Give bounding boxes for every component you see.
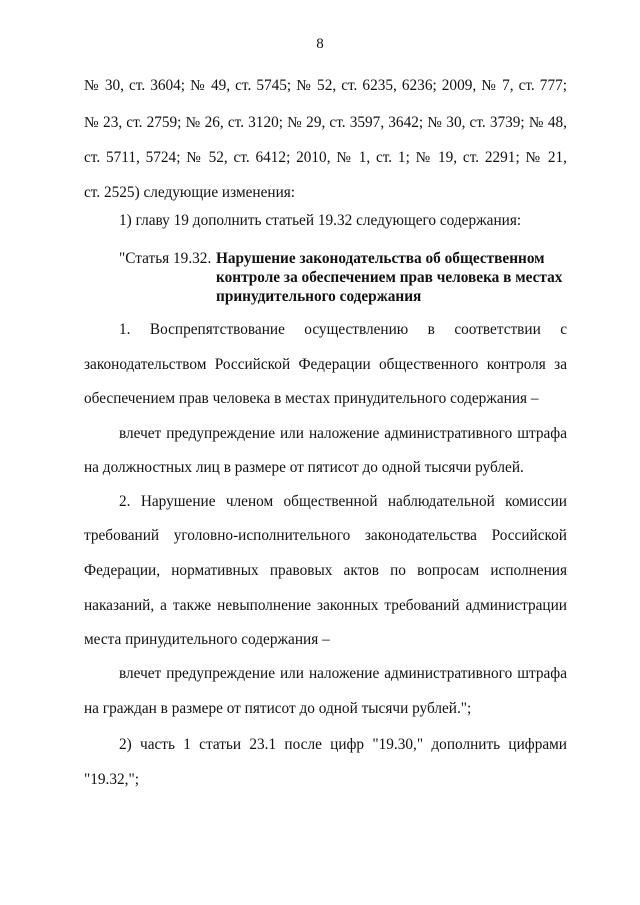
item-2-line-2: "19.32,"; — [84, 771, 139, 788]
part-2-line-2: требований уголовно-исполнительного законодательства Российской — [84, 527, 567, 544]
part-2-line-1: 2. Нарушение членом общественной наблюдательной комиссии — [119, 493, 567, 510]
intro-line-2: № 23, ст. 2759; № 26, ст. 3120; № 29, ст. 3597, 3642; № 30, ст. 3739; № 48, — [84, 114, 567, 131]
part-2-sanction-line-2: на граждан в размере от пятисот до одной тысячи рублей."; — [84, 700, 472, 717]
part-2-line-5: места принудительного содержания – — [84, 631, 330, 648]
intro-line-1: № 30, ст. 3604; № 49, ст. 5745; № 52, ст. 6235, 6236; 2009, № 7, ст. 777; — [84, 77, 567, 94]
article-title-line-2: контроле за обеспечением прав человека в местах — [216, 269, 563, 286]
part-1-line-1: 1. Воспрепятствование осуществлению в соответствии с — [119, 321, 567, 338]
article-title-line-1: Нарушение законодательства об общественном — [216, 250, 545, 267]
article-title-line-3: принудительного содержания — [216, 288, 422, 305]
item-2-line-1: 2) часть 1 статьи 23.1 после цифр "19.30," дополнить цифрами — [119, 736, 567, 753]
item-1-paragraph: 1) главу 19 дополнить статьей 19.32 следующего содержания: — [119, 212, 522, 229]
part-2-line-3: Федерации, нормативных правовых актов по вопросам исполнения — [84, 562, 567, 579]
article-title — [216, 249, 576, 306]
intro-line-4: ст. 2525) следующие изменения: — [84, 184, 296, 201]
part-1-sanction-line-2: на должностных лиц в размере от пятисот до одной тысячи рублей. — [84, 459, 524, 476]
part-1-sanction-line-1: влечет предупреждение или наложение административного штрафа — [119, 425, 567, 442]
part-2-line-4: наказаний, а также невыполнение законных требований администрации — [84, 597, 567, 614]
part-1-line-2: законодательством Российской Федерации общественного контроля за — [84, 356, 567, 373]
intro-line-3: ст. 5711, 5724; № 52, ст. 6412; 2010, № 1, ст. 1; № 19, ст. 2291; № 21, — [84, 149, 567, 166]
part-1-line-3: обеспечением прав человека в местах принудительного содержания – — [84, 390, 539, 407]
part-2-sanction-line-1: влечет предупреждение или наложение административного штрафа — [119, 665, 567, 682]
article-number: "Статья 19.32. — [119, 250, 212, 267]
page-number: 8 — [316, 36, 324, 52]
